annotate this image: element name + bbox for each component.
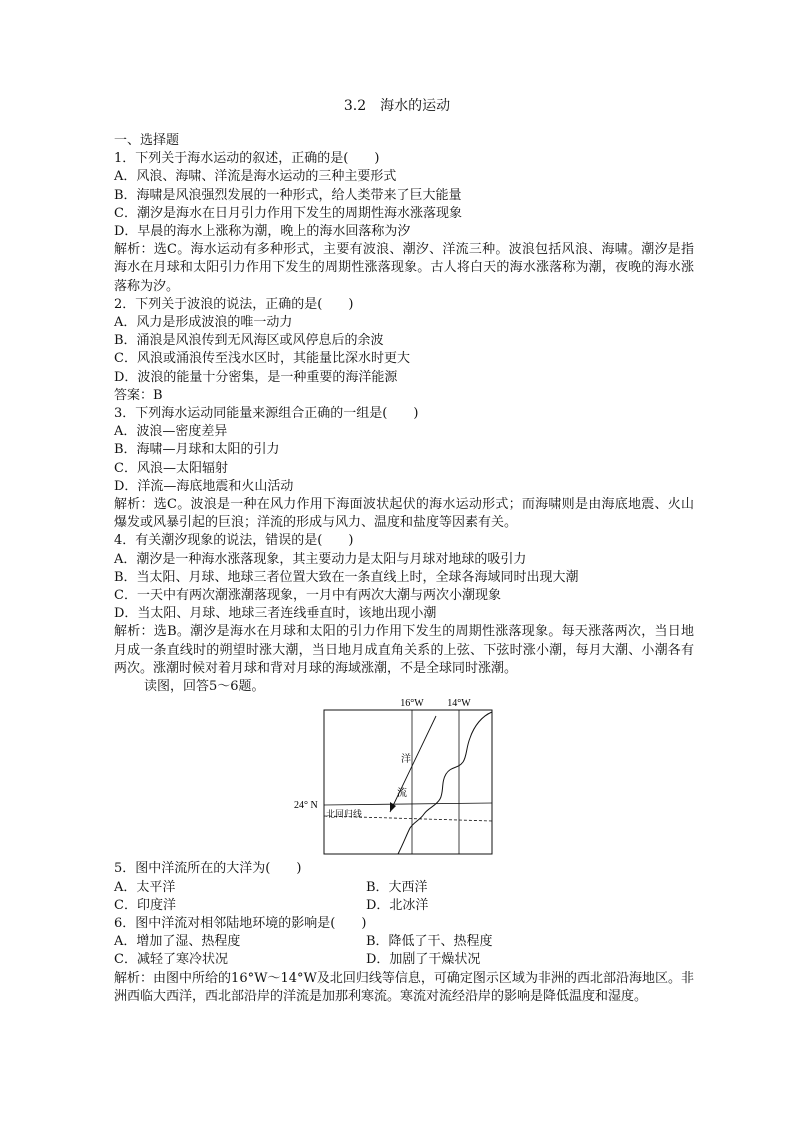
section-heading: 一、选择题: [114, 133, 180, 148]
label-yang: 洋: [401, 754, 411, 766]
q6-options-row-1: [114, 933, 694, 951]
map-figure: [114, 696, 694, 860]
q1-option-d: D．早晨的海水上涨称为潮，晚上的海水回落称为汐: [114, 224, 411, 240]
q2-option-c: C．风浪或涌浪传至浅水区时，其能量比深水时更大: [114, 351, 410, 367]
q3-option-b: B．海啸—月球和太阳的引力: [114, 442, 280, 458]
document-body: [114, 132, 694, 1006]
q5-options-row-2: [114, 897, 694, 915]
q5-options-row-1: [114, 879, 694, 897]
q6-option-b: B．降低了干、热程度: [366, 934, 493, 950]
parallel-24n: [324, 803, 492, 805]
q3-analysis: 解析：选C。波浪是一种在风力作用下海面波状起伏的海水运动形式；而海啸则是由海底地震、火山爆发或风暴引起的巨浪；洋流的形成与风力、温度和盐度等因素有关。: [114, 497, 694, 531]
q6-option-a: A．增加了湿、热程度: [114, 934, 241, 950]
q4-option-c: C．一天中有两次潮涨潮落现象，一月中有两次大潮与两次小潮现象: [114, 588, 501, 604]
q2-option-b: B．涌浪是风浪传到无风海区或风停息后的余波: [114, 333, 384, 349]
q5-option-d: D．北冰洋: [366, 897, 429, 913]
q1-option-c: C．潮汐是海水在日月引力作用下发生的周期性海水涨落现象: [114, 205, 462, 221]
q1-stem: 1．下列关于海水运动的叙述，正确的是( ): [114, 151, 380, 167]
q3-option-d: D．洋流—海底地震和火山活动: [114, 478, 294, 494]
q2-option-d: D．波浪的能量十分密集，是一种重要的海洋能源: [114, 369, 398, 385]
q2-answer: 答案：B: [114, 387, 163, 403]
q3-stem: 3．下列海水运动同能量来源组合正确的一组是( ): [114, 406, 419, 422]
q6-analysis: 解析：由图中所给的16°W～14°W及北回归线等信息，可确定图示区域为非洲的西北部沿海地区。非洲西临大西洋，西北部沿岸的洋流是加那利寒流。寒流对流经沿岸的影响是降低温度和湿度。: [114, 970, 694, 1004]
q3-option-c: C．风浪—太阳辐射: [114, 460, 228, 476]
label-16w: 16°W: [400, 698, 424, 710]
current-arrow-icon: [390, 802, 396, 812]
q5-option-a: A．太平洋: [114, 879, 176, 895]
q4-option-a: A．潮汐是一种海水涨落现象，其主要动力是太阳与月球对地球的吸引力: [114, 551, 527, 567]
q6-option-c: C．减轻了寒冷状况: [114, 952, 228, 968]
q1-option-a: A．风浪、海啸、洋流是海水运动的三种主要形式: [114, 169, 397, 185]
q5-option-b: B．大西洋: [366, 879, 428, 895]
q6-options-row-2: [114, 951, 694, 969]
q6-stem: 6．图中洋流对相邻陆地环境的影响是( ): [114, 915, 367, 931]
label-tropic: 北回归线: [326, 809, 363, 820]
q3-option-a: A．波浪—密度差异: [114, 424, 228, 440]
label-24n: 24° N: [294, 800, 318, 812]
label-liu: 流: [397, 788, 407, 800]
ocean-current-map: [286, 696, 496, 858]
q4-option-d: D．当太阳、月球、地球三者连线垂直时，该地出现小潮: [114, 606, 437, 622]
q4-stem: 4．有关潮汐现象的说法，错误的是( ): [114, 533, 354, 549]
q4-analysis: 解析：选B。潮汐是海水在月球和太阳的引力作用下发生的周期性涨落现象。每天涨落两次，当日地月成一条直线时的朔望时涨大潮，当日地月成直角关系的上弦、下弦时涨小潮，每月大潮、小潮各有两次。涨潮时候对着月球和背对月球的海域涨潮，不是全球同时涨潮。: [114, 624, 694, 676]
q5-option-c: C．印度洋: [114, 897, 176, 913]
q2-stem: 2．下列关于波浪的说法，正确的是( ): [114, 296, 354, 312]
q1-analysis: 解析：选C。海水运动有多种形式，主要有波浪、潮汐、洋流三种。波浪包括风浪、海啸。潮汐是指海水在月球和太阳引力作用下发生的周期性涨落现象。古人将白天的海水涨落称为潮，夜晚的海水涨落称为汐。: [114, 242, 694, 294]
q2-option-a: A．风力是形成波浪的唯一动力: [114, 315, 293, 331]
q1-option-b: B．海啸是风浪强烈发展的一种形式，给人类带来了巨大能量: [114, 187, 462, 203]
label-14w: 14°W: [447, 698, 471, 710]
map-intro: 读图，回答5～6题。: [144, 679, 265, 695]
q4-option-b: B．当太阳、月球、地球三者位置大致在一条直线上时，全球各海域同时出现大潮: [114, 569, 579, 585]
q6-option-d: D．加剧了干燥状况: [366, 952, 481, 968]
page-title: 3.2 海水的运动: [343, 98, 451, 114]
q5-stem: 5．图中洋流所在的大洋为( ): [114, 861, 302, 877]
